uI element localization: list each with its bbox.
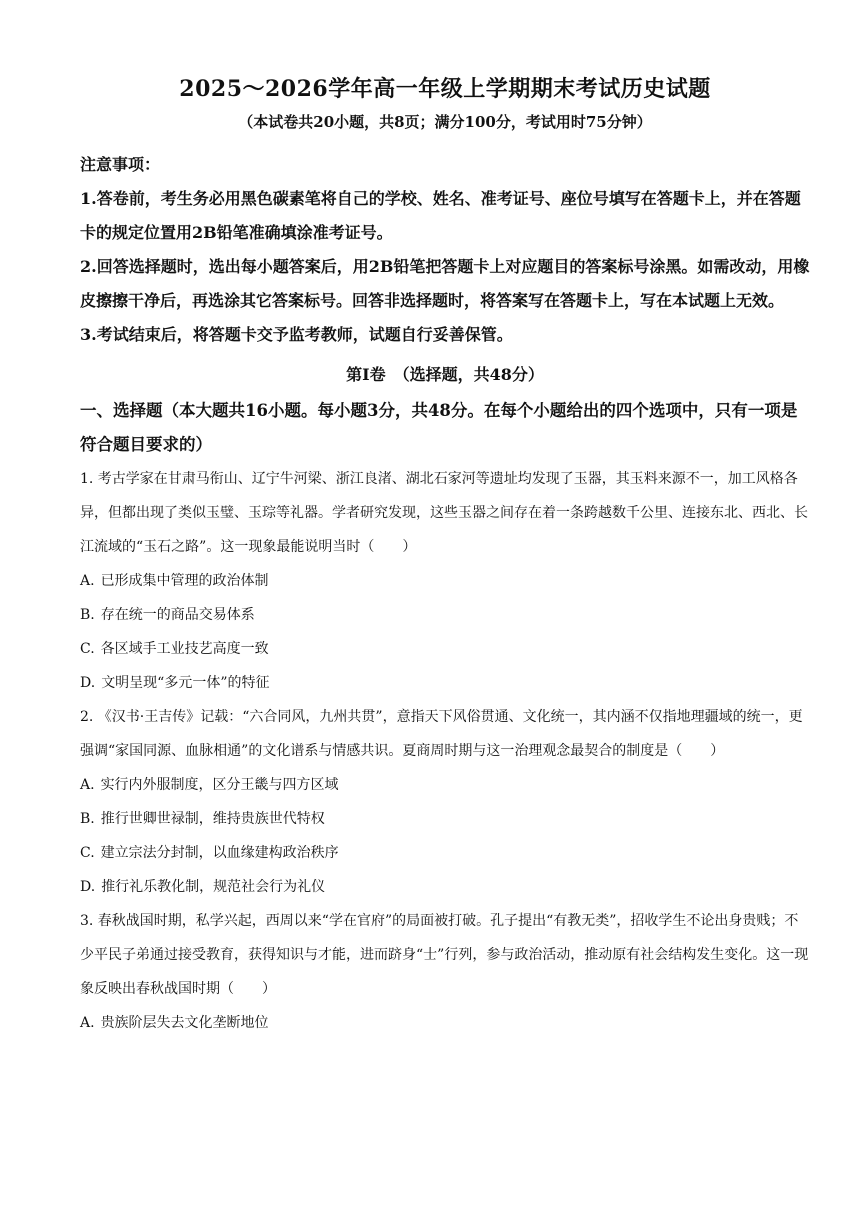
question-3 — [80, 904, 810, 1040]
option-letter: C. — [80, 845, 95, 861]
option-letter: D. — [80, 879, 96, 895]
option-text: 各区域手工业技艺高度一致 — [100, 641, 269, 657]
option-text: 贵族阶层失去文化垄断地位 — [100, 1015, 269, 1031]
option-letter: B. — [80, 811, 95, 827]
note-item-3: 3.考试结束后，将答题卡交予监考教师，试题自行妥善保管。 — [80, 325, 513, 344]
note-item-2: 2.回答选择题时，选出每小题答案后，用2B铅笔把答题卡上对应题目的答案标号涂黑。如需改动，用橡皮擦擦干净后，再选涂其它答案标号。回答非选择题时，将答案写在答题卡上，写在本试题上无效。 — [80, 257, 810, 310]
question-1-option-d[interactable] — [80, 666, 810, 700]
question-2-stem: 2. 《汉书·王吉传》记载：“六合同风，九州共贯”，意指天下风俗贯通、文化统一，其内涵不仅指地理疆域的统一，更强调“家国同源、血脉相通”的文化谱系与情感共识。夏商周时期与这一治理观念最契合的制度是（ ） — [80, 709, 803, 759]
note-item-1: 1.答卷前，考生务必用黑色碳素笔将自己的学校、姓名、准考证号、座位号填写在答题卡上，并在答题卡的规定位置用2B铅笔准确填涂准考证号。 — [80, 189, 801, 242]
option-text: 推行世卿世禄制，维持贵族世代特权 — [100, 811, 325, 827]
question-2-option-c[interactable] — [80, 836, 810, 870]
question-2-option-b[interactable] — [80, 802, 810, 836]
option-letter: B. — [80, 607, 95, 623]
question-1-option-c[interactable] — [80, 632, 810, 666]
question-1-stem: 1. 考古学家在甘肃马衔山、辽宁牛河梁、浙江良渚、湖北石家河等遗址均发现了玉器，其玉料来源不一，加工风格各异，但都出现了类似玉璧、玉琮等礼器。学者研究发现，这些玉器之间存在着一条跨越数千公里、连接东北、西北、长江流域的“玉石之路”。这一现象最能说明当时（ ） — [80, 471, 808, 555]
option-text: 实行内外服制度，区分王畿与四方区域 — [100, 777, 339, 793]
question-1-option-a[interactable] — [80, 564, 810, 598]
option-text: 推行礼乐教化制，规范社会行为礼仪 — [101, 879, 326, 895]
exam-title: 2025～2026学年高一年级上学期期末考试历史试题 — [179, 76, 711, 102]
question-2-option-a[interactable] — [80, 768, 810, 802]
question-1 — [80, 462, 810, 700]
question-2-option-d[interactable] — [80, 870, 810, 904]
option-letter: A. — [80, 573, 95, 589]
option-text: 文明呈现“多元一体”的特征 — [101, 675, 270, 691]
notes-heading: 注意事项： — [80, 155, 161, 174]
option-text: 存在统一的商品交易体系 — [100, 607, 255, 623]
notes-block — [80, 148, 810, 352]
option-letter: D. — [80, 675, 96, 691]
option-text: 建立宗法分封制，以血缘建构政治秩序 — [100, 845, 339, 861]
part-heading: 一、选择题（本大题共16小题。每小题3分，共48分。在每个小题给出的四个选项中，只有一项是符合题目要求的） — [80, 401, 798, 454]
option-text: 已形成集中管理的政治体制 — [100, 573, 269, 589]
question-3-stem: 3. 春秋战国时期，私学兴起，西周以来“学在官府”的局面被打破。孔子提出“有教无类”，招收学生不论出身贵贱；不少平民子弟通过接受教育，获得知识与才能，进而跻身“士”行列，参与政治活动，推动原有社会结构发生变化。这一现象反映出春秋战国时期（ ） — [80, 913, 809, 997]
option-letter: A. — [80, 1015, 95, 1031]
question-1-option-b[interactable] — [80, 598, 810, 632]
question-3-option-a[interactable] — [80, 1006, 810, 1040]
option-letter: C. — [80, 641, 95, 657]
option-letter: A. — [80, 777, 95, 793]
exam-subtitle: （本试卷共20小题，共8页；满分100分，考试用时75分钟） — [238, 113, 652, 131]
question-2 — [80, 700, 810, 904]
section-title: 第Ⅰ卷 （选择题，共48分） — [346, 365, 544, 384]
